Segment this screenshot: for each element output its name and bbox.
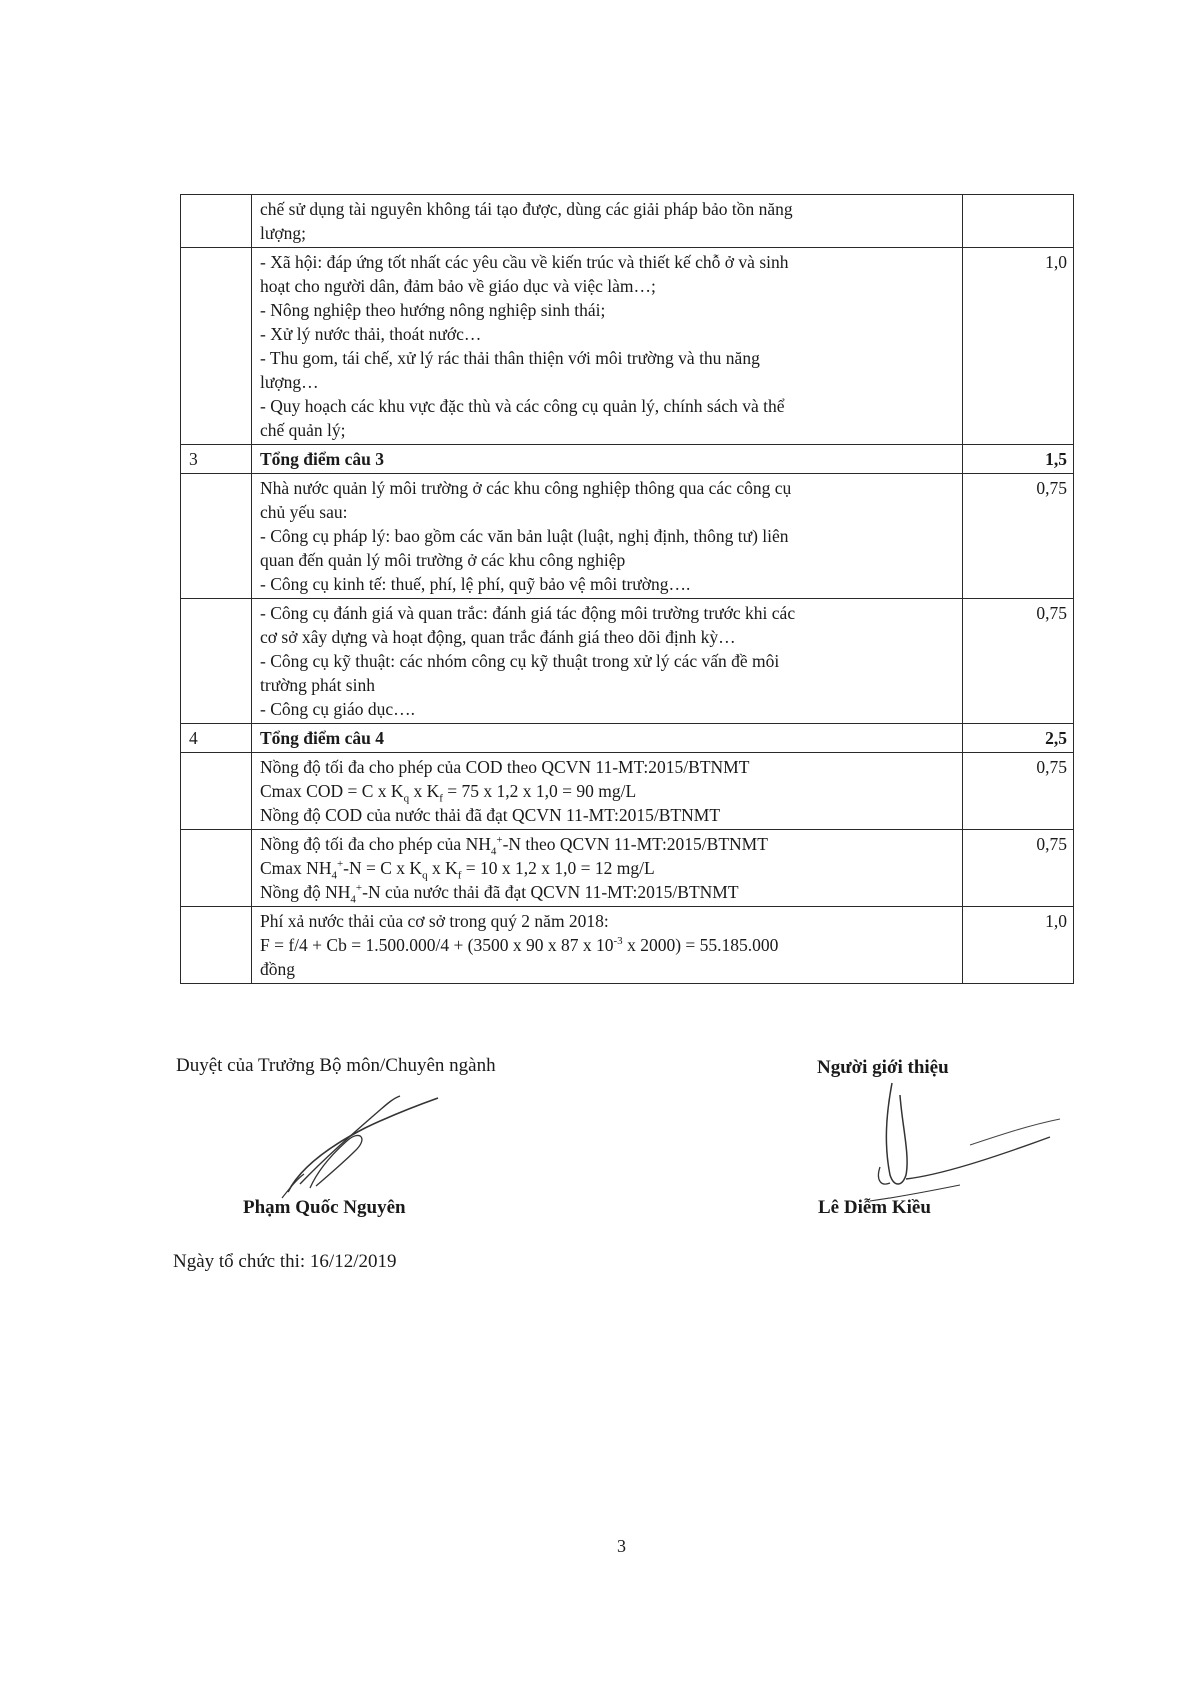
answer-text: chế sử dụng tài nguyên không tái tạo được, dùng các giải pháp bảo tồn năng lượng; bbox=[252, 195, 963, 248]
table-row bbox=[181, 907, 1074, 984]
table-row bbox=[181, 248, 1074, 445]
presenter-title: Người giới thiệu bbox=[817, 1057, 949, 1078]
score-cell: 1,0 bbox=[963, 907, 1074, 984]
answer-text: Nồng độ tối đa cho phép của $NH_4^+-N$ theo QCVN 11-MT:2015/BTNMT Cmax $NH_4^+-N = C$ x $K_q$ x $K_f = 10$ x 1,2 x 1,0 = 12 mg/L Nồng độ $NH_4^+-N$ của nước thải đã đạt QCVN 11-MT:2015/BTNMT bbox=[252, 830, 963, 907]
row-number: 3 bbox=[181, 445, 252, 474]
score-cell: 0,75 bbox=[963, 474, 1074, 599]
total-row bbox=[181, 724, 1074, 753]
approver-signature bbox=[270, 1088, 470, 1198]
answer-text: - Công cụ đánh giá và quan trắc: đánh giá tác động môi trường trước khi các cơ sở xây dựng và hoạt động, quan trắc đánh giá theo dõi định kỳ… - Công cụ kỹ thuật: các nhóm công cụ kỹ thuật trong xử lý các vấn đề môi trường phát sinh - Công cụ giáo dục…. bbox=[252, 599, 963, 724]
answer-text: - Xã hội: đáp ứng tốt nhất các yêu cầu về kiến trúc và thiết kế chỗ ở và sinh hoạt cho người dân, đảm bảo về giáo dục và việc làm…; - Nông nghiệp theo hướng nông nghiệp sinh thái; - Xử lý nước thải, thoát nước… - Thu gom, tái chế, xử lý rác thải thân thiện với môi trường và thu năng lượng… - Quy hoạch các khu vực đặc thù và các công cụ quản lý, chính sách và thể chế quản lý; bbox=[252, 248, 963, 445]
approver-name: Phạm Quốc Nguyên bbox=[243, 1197, 406, 1218]
row-number: 4 bbox=[181, 724, 252, 753]
presenter-name: Lê Diễm Kiều bbox=[818, 1197, 931, 1218]
row-number bbox=[181, 753, 252, 830]
row-number bbox=[181, 907, 252, 984]
total-label: Tổng điểm câu 3 bbox=[252, 445, 963, 474]
total-row bbox=[181, 445, 1074, 474]
row-number bbox=[181, 599, 252, 724]
table-row bbox=[181, 195, 1074, 248]
score-cell: 0,75 bbox=[963, 830, 1074, 907]
row-number bbox=[181, 195, 252, 248]
table-row bbox=[181, 474, 1074, 599]
approver-title: Duyệt của Trưởng Bộ môn/Chuyên ngành bbox=[176, 1055, 496, 1076]
total-label: Tổng điểm câu 4 bbox=[252, 724, 963, 753]
row-number bbox=[181, 830, 252, 907]
row-number bbox=[181, 248, 252, 445]
row-number bbox=[181, 474, 252, 599]
exam-date: Ngày tổ chức thi: 16/12/2019 bbox=[173, 1251, 397, 1272]
table-row bbox=[181, 599, 1074, 724]
table-row bbox=[181, 753, 1074, 830]
table-row bbox=[181, 830, 1074, 907]
page-number: 3 bbox=[617, 1536, 626, 1556]
score-cell bbox=[963, 195, 1074, 248]
answer-key-table bbox=[180, 194, 1074, 984]
answer-text: Nhà nước quản lý môi trường ở các khu công nghiệp thông qua các công cụ chủ yếu sau: - Công cụ pháp lý: bao gồm các văn bản luật (luật, nghị định, thông tư) liên quan đến quản lý môi trường ở các khu công nghiệp - Công cụ kinh tế: thuế, phí, lệ phí, quỹ bảo vệ môi trường…. bbox=[252, 474, 963, 599]
score-cell: 2,5 bbox=[963, 724, 1074, 753]
answer-text: Nồng độ tối đa cho phép của COD theo QCVN 11-MT:2015/BTNMT Cmax COD = C x $K_q$ x $K_f = 75$ x 1,2 x 1,0 = 90 mg/L Nồng độ COD của nước thải đã đạt QCVN 11-MT:2015/BTNMT bbox=[252, 753, 963, 830]
score-cell: 0,75 bbox=[963, 753, 1074, 830]
score-cell: 1,5 bbox=[963, 445, 1074, 474]
answer-text: Phí xả nước thải của cơ sở trong quý 2 năm 2018: F = f/4 + Cb = 1.500.000/4 + (3500 x 90 x 87 x $10^{-3}$ x 2000) = 55.185.000 đồng bbox=[252, 907, 963, 984]
score-cell: 1,0 bbox=[963, 248, 1074, 445]
presenter-signature bbox=[850, 1075, 1070, 1205]
score-cell: 0,75 bbox=[963, 599, 1074, 724]
